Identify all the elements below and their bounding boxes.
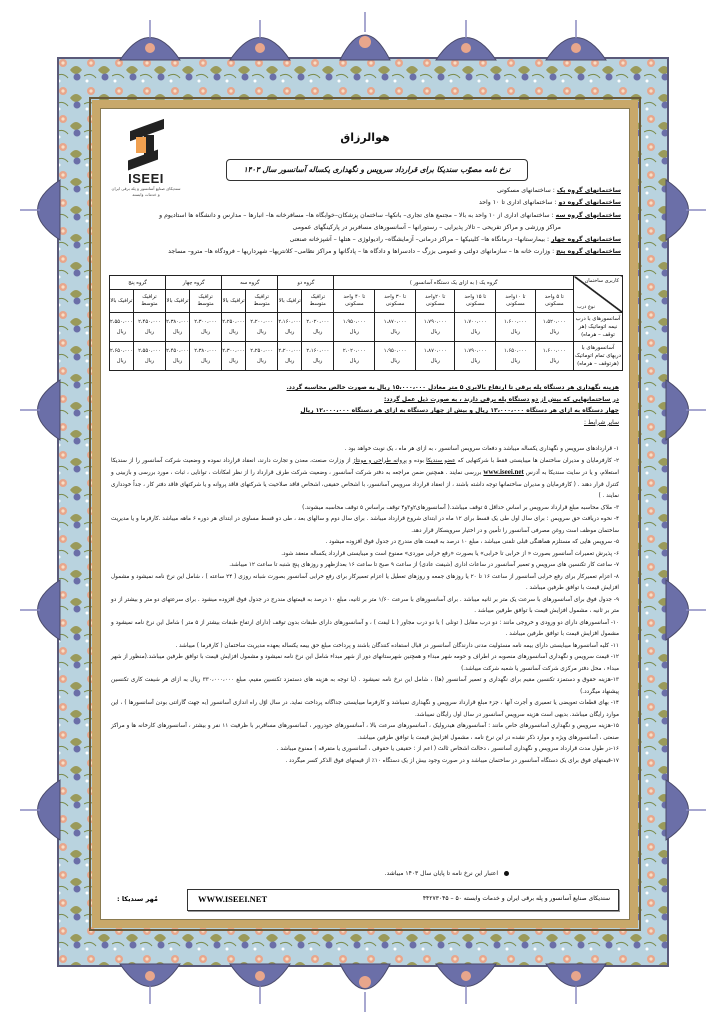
rate-value: ۲،۱۶۰،۰۰۰ (306, 348, 330, 354)
group-line: ساختمانهای گروه سه : ساختمانهای اداری از ۱۰ واحد به بالا – مجتمع های تجاری– بانکها– ساختمان پزشکان–خوابگاه ها– مسافرخانه ها– انبارها – مدارس و دانشگاه ها استادیوم و (159, 211, 621, 219)
rate-value: ۲،۳۰۰،۰۰۰ (222, 348, 246, 354)
validity-note: اعتبار این نرخ نامه تا پایان سال ۱۴۰۳ میباشد. (385, 870, 509, 877)
website-link[interactable]: WWW.ISEEI.NET (198, 894, 268, 904)
rate-value: ۲،۲۰۰،۰۰۰ (250, 319, 274, 325)
column-header: تا ۱۰واحد مسکونی (496, 290, 535, 313)
rate-cell (455, 342, 496, 371)
other-conditions-heading: سایر شرایط : (583, 418, 619, 426)
rate-cell (278, 342, 302, 371)
condition-item: ۹- جدول فوق برای آسانسورهای با سرعت یک متر بر ثانیه میباشد . برای آسانسورهای با سرعت ۱/۶۰ متر بر ثانیه، مبلغ ۱۰ درصد به قیمتهای مندرج در جدول فوق افزوده میشود . برای سرعتهای دو متر و بیشتر از دو متر بر ثانیه ، مشمول افزایش قیمت با توافق طرفین میباشد . (111, 596, 620, 614)
group-header: گروه چهار (166, 276, 222, 290)
currency-label: ریال (470, 329, 480, 335)
currency-label: ریال (470, 358, 480, 364)
column-header: ترافیک بالا (278, 290, 302, 313)
rate-cell (416, 342, 455, 371)
condition-item: ۵- سرویس هایی که مستلزم هماهنگی قبلی تلفنی میباشد ، مبلغ ۱۰ درصد به قیمت های مندرج در جدول فوق افزوده میشود . (325, 539, 619, 545)
rate-cell (110, 313, 134, 342)
rate-cell (110, 342, 134, 371)
group-line-continuation: مراکز ورزشی و مراکز تفریحی – تالار پذیرایی – رستورانها – آسانسورهای مسافربر در پارکینگهای عمومی (292, 223, 561, 231)
rate-value: ۲،۲۵۰،۰۰۰ (250, 348, 274, 354)
bullet-icon (504, 871, 509, 876)
rate-cell (334, 313, 375, 342)
rate-cell (222, 342, 246, 371)
rate-value: ۲،۵۵۰،۰۰۰ (138, 348, 161, 354)
currency-label: ریال (549, 358, 559, 364)
currency-label: ریال (257, 329, 267, 335)
rate-value: ۱،۵۲۰،۰۰۰ (542, 319, 566, 325)
rate-value: ۲،۳۸۰،۰۰۰ (166, 319, 189, 325)
column-header: ترافیک بالا (222, 290, 246, 313)
row-header: آسانسورهای با درب نیمه اتوماتیک (هر توقف – هرماه) (574, 313, 623, 342)
currency-label: ریال (200, 358, 211, 364)
currency-label: ریال (200, 329, 211, 335)
column-header: ترافیک متوسط (302, 290, 334, 313)
rate-value: ۲،۲۵۰،۰۰۰ (222, 319, 246, 325)
rate-cell (190, 342, 222, 371)
currency-label: ریال (390, 358, 400, 364)
rate-value: ۲،۰۲۰،۰۰۰ (342, 348, 366, 354)
rate-cell (496, 342, 535, 371)
condition-item: ۶- پذیرش تعمیرات آسانسور بصورت « از خرابی تا خرابی» یا بصورت «رفع خرابی موردی» ممنوع است و میبایستی قرارداد یکساله منعقد شود. (281, 550, 619, 557)
currency-label: ریال (390, 329, 400, 335)
condition-item: ۷- ساعت کار تکنسین های سرویس و تعمیر آسانسور در ساعات اداری (شیفت عادی) از ساعت ۹ صبح تا ساعت ۱۶ بعدازظهر و روزهای پنج شنبه تا ساعت ۱۲ میباشد. (229, 562, 619, 568)
logo-mark-icon (124, 119, 168, 169)
condition-item: ۲- کارفرمایان و مدیران ساختمان ها میبایستی فقط با شرکتهایی که عضو سندیکا بوده و پروانه طراحی و مونتاژ از وزارت صنعت، معدن و تجارت دارند، انعقاد قرارداد نموده و وضعیت شرکت آسانسور را از سندیکا استعلام، و یا در سایت سندیکا به آدرس www.iseei.net بررسی نمایند . همچنین ضمن مراجعه به دفتر شرکت آسانسور ، وضعیت شرکت طرف قرارداد را از نظر امکانات ، توانایی ، ثبات ، مورد بررسی و بازبینی و کنترل قرار دهند . ( کارفرمایان و مدیران ساختمانها توجه داشته باشند ، از انعقاد قرارداد سرویس آسانسور، با اشخاص حقیقی، اشخاص فاقد صلاحیت یا شرکتهای فاقد پروانه و یا شرکتهای فاقد دفتر کار ، جداً خودداری نمایند . ) (111, 457, 619, 499)
iseei-website-link[interactable]: www.iseei.net (483, 468, 524, 476)
rate-cell (416, 313, 455, 342)
rate-value: ۱،۶۵۰،۰۰۰ (504, 348, 527, 354)
condition-item: ۱۶-در طول مدت قرارداد سرویس و نگهداری آسانسور ، دخالت اشخاص ثالث ( اعم از : حقیقی یا حقوقی ، آسانسوری یا متفرقه ) ممنوع میباشد . (276, 746, 619, 752)
currency-label: ریال (285, 329, 295, 335)
condition-item: ۱۵-هزینه سرویس و نگهداری آسانسورهای خاص مانند : آسانسورهای هیدرولیک ، آسانسورهای سرعت بالا ، آسانسورهای خودروبر ، آسانسورهای مسافربر با ظرفیت ۱۱ نفر و بیشتر ، آسانسورهای کارخانه ها و مراکز صنعتی ، آسانسورهای ویژه و موارد ذکر نشده در این نرخ نامه ، مشمول افزایش قیمت با توافق طرفین میباشد. (111, 723, 619, 741)
table-row (110, 313, 623, 342)
logo-name: ISEEI (128, 171, 164, 186)
rate-cell (133, 313, 165, 342)
rate-cell (302, 342, 334, 371)
rate-value: ۲،۱۶۰،۰۰۰ (278, 319, 302, 325)
currency-label: ریال (313, 358, 323, 364)
table-row (110, 342, 623, 371)
conditions-list (111, 444, 619, 767)
rates-table (109, 275, 623, 371)
currency-label: ریال (349, 329, 359, 335)
column-header: تا ۱۵ واحد مسکونی (455, 290, 496, 313)
currency-label: ریال (430, 358, 440, 364)
group-line: ساختمانهای گروه چهار : بیمارستانها– درمانگاه ها– کلینیکها – مراکز درمانی– آزمایشگاه– رادیولوژی – هتلها – آشپزخانه صنعتی (289, 236, 621, 244)
rate-value: ۱،۹۵۰،۰۰۰ (383, 348, 407, 354)
rate-value: ۲،۴۵۰،۰۰۰ (138, 319, 161, 325)
rate-cell (535, 313, 573, 342)
column-header: ترافیک بالا (110, 290, 134, 313)
column-header: تا ۵ واحد مسکونی (535, 290, 573, 313)
rate-value: ۱،۸۷۰،۰۰۰ (383, 319, 407, 325)
currency-label: ریال (285, 358, 295, 364)
seal-label: مُهر سندیکا : (117, 895, 158, 903)
currency-label: ریال (510, 329, 521, 335)
currency-label: ریال (257, 358, 267, 364)
rate-value: ۱،۷۹۰،۰۰۰ (423, 319, 447, 325)
condition-item: ۴- نحوه دریافت حق سرویس : برای سال اول طی یک قسط برای ۱۲ ماه در ابتدای شروع قرارداد میباشد . برای سال دوم و سالهای بعد ، طی دو قسط مساوی در ابتدای هر دوره ۶ ماهه میباشد .کارفرما و یا مدیریت ساختمان موظف است روغن مصرفی آسانسور را تأمین و در اختیار سرویسکار قرار دهد. (111, 516, 619, 534)
rate-value: ۱،۷۰۰،۰۰۰ (463, 319, 487, 325)
invocation-heading: هوالرزاق (340, 131, 390, 144)
rate-value: ۲،۰۲۰،۰۰۰ (306, 319, 330, 325)
currency-label: ریال (116, 358, 127, 364)
currency-label: ریال (510, 358, 521, 364)
group-line: ساختمانهای گروه پنج : وزارت خانه ها – سازمانهای دولتی و عمومی بزرگ – دادسراها و دادگاه ها – پادگانها و مراکز نظامی– کلانتریها– شهرداریها – فرودگاه ها– مترو– مساجد (168, 248, 621, 256)
organization-contact: سندیکای صنایع آسانسور و پله برقی ایران و خدمات وابسته ۵۰ – ۴۴۲۷۳۰۴۵ (422, 895, 610, 902)
currency-label: ریال (172, 358, 183, 364)
rate-cell (375, 313, 416, 342)
group-header: گروه دو (278, 276, 334, 290)
column-header: ترافیک بالا (166, 290, 190, 313)
currency-label: ریال (229, 329, 239, 335)
condition-item: ۱۰- آسانسورهای دارای دو ورودی و خروجی مانند : دو درب مقابل ( تونلی ) یا دو درب مجاور ( L لیفت ) ، و آسانسورهای دارای طبقات بدون توقف (دارای ارتفاع طبقات بیشتر از ۵ متر ) شامل این نرخ نامه نمیشود و مشمول افزایش قیمت با توافق طرفین میباشد . (111, 619, 620, 637)
condition-item: ۱۱- کلیه آسانسورها میبایستی دارای بیمه نامه مسئولیت مدنی دارندگان آسانسور در قبال استفاده کنندگان باشند و پرداخت مبلغ حق بیمه یکساله بعهده مدیریت ساختمان ( کارفرما ) میباشد . (175, 642, 619, 649)
currency-label: ریال (144, 358, 155, 364)
currency-label: ریال (313, 329, 323, 335)
rate-cell (535, 342, 573, 371)
rate-value: ۲،۴۵۰،۰۰۰ (166, 348, 189, 354)
group-line: ساختمانهای گروه یک : ساختمانهای مسکونی (496, 187, 621, 194)
group-header: گروه پنج (110, 276, 166, 290)
table-corner-header: کاربری ساختمان نوع درب (574, 276, 623, 313)
currency-label: ریال (229, 358, 239, 364)
column-header: ترافیک متوسط (246, 290, 278, 313)
rate-cell (334, 342, 375, 371)
column-header: تا ۲۰واحد مسکونی (416, 290, 455, 313)
rate-value: ۱،۹۵۰،۰۰۰ (342, 319, 366, 325)
rate-cell (496, 313, 535, 342)
building-groups (109, 185, 621, 259)
rate-value: ۲،۳۰۰،۰۰۰ (194, 319, 218, 325)
rate-cell (190, 313, 222, 342)
rate-cell (222, 313, 246, 342)
footer-contact-box (187, 889, 619, 911)
rate-value: ۱،۷۹۰،۰۰۰ (463, 348, 487, 354)
currency-label: ریال (116, 329, 127, 335)
rate-cell (166, 313, 190, 342)
escalator-notes (111, 382, 619, 428)
rate-value: ۲،۲۰۰،۰۰۰ (278, 348, 302, 354)
column-header: تا ۳۰ واحد مسکونی (375, 290, 416, 313)
column-header: ترافیک متوسط (190, 290, 222, 313)
logo-subtitle: سندیکای صنایع آسانسور و پله برقی ایران و خدمات وابسته (111, 186, 181, 197)
note-line: چهار دستگاه به ازای هر دستگاه ۱۳،۰۰۰،۰۰۰ ریال و بیش از چهار دستگاه به ازای هر دستگاه ۱۲،۰۰۰،۰۰۰ ریال (300, 407, 619, 415)
condition-item: ۱۲- قیمت سرویس و نگهداری آسانسورهای منصوبه در اطراف و حومه شهر مبداء و همچنین شهرستانهای دور از شهر مبداء شامل این نرخ نامه نمیشود و مشمول افزایش قیمت با توافق طرفین میباشد.(منظور از شهر مبداء ، محل دفتر مرکزی شرکت آسانسور یا شعبه شرکت میباشد.) (111, 654, 619, 672)
currency-label: ریال (349, 358, 359, 364)
rate-cell (166, 342, 190, 371)
group-header: گروه سه (222, 276, 278, 290)
condition-item: ۱۳-هزینه حقوق و دستمزد تکنسین مقیم برای نگهداری و تعمیر آسانسور (ها) ، شامل این نرخ نامه نمیشود . (با توجه به هزینه های دستمزد تکنسین مقیم، مبلغ ۳۳۰،۰۰۰،۰۰۰ ریال به ازای هر شیفت کاری تکنسین پیشنهاد میگردد.) (111, 677, 619, 695)
rate-value: ۱،۸۷۰،۰۰۰ (423, 348, 447, 354)
rate-value: ۲،۶۵۰،۰۰۰ (110, 348, 133, 354)
currency-label: ریال (430, 329, 440, 335)
condition-item: ۱- قراردادهای سرویس و نگهداری یکساله میباشد و دفعات سرویس آسانسور ، به ازای هر ماه ، یک نوبت خواهد بود . (344, 446, 619, 452)
document-title: نرخ نامه مصوّب سندیکا برای قرارداد سرویس و نگهداری یکساله آسانسور سال ۱۴۰۳ (226, 159, 528, 181)
rate-value: ۲،۵۵۰،۰۰۰ (110, 319, 133, 325)
condition-item: ۱۷-قیمتهای فوق برای یک دستگاه آسانسور در ساختمان میباشد و در صورت وجود بیش از یک دستگاه ۱۰٪ از قیمتهای فوق الذکر کسر میگردد . (285, 757, 619, 764)
document-sheet (100, 108, 630, 920)
column-header: ترافیک متوسط (133, 290, 165, 313)
note-line: هزینه نگهداری هر دستگاه پله برقی تا ارتفاع بالابری ۵ متر معادل ۱۵،۰۰۰،۰۰۰ ریال به صورت خالص محاسبه گردد. (286, 384, 619, 391)
rate-value: ۱،۶۰۰،۰۰۰ (504, 319, 527, 325)
rate-cell (246, 342, 278, 371)
group-line: ساختمانهای گروه دو : ساختمانهای اداری تا ۱۰ واحد (478, 199, 621, 207)
rate-cell (133, 342, 165, 371)
rate-value: ۱،۶۰۰،۰۰۰ (542, 348, 566, 354)
currency-label: ریال (549, 329, 559, 335)
rate-cell (302, 313, 334, 342)
condition-item: ۳- ملاک محاسبه مبلغ قرارداد سرویس بر اساس حداقل ۵ توقف میباشد.( آسانسورهای۲و۳و۴ توقف براساس ۵ توقف محاسبه میشوند.) (302, 504, 619, 511)
currency-label: ریال (172, 329, 183, 335)
note-line: در ساختمانهایی که بیش از دو دستگاه پله برقی دارند ، به صورت ذیل عمل گردد: (384, 395, 619, 403)
rate-cell (278, 313, 302, 342)
rate-cell (455, 313, 496, 342)
currency-label: ریال (144, 329, 155, 335)
group-header: گروه یک ( به ازای یک دستگاه آسانسور ) (334, 276, 574, 290)
rate-cell (246, 313, 278, 342)
rate-value: ۲،۳۸۰،۰۰۰ (194, 348, 218, 354)
condition-item: ۸- اعزام تعمیرکار برای رفع خرابی آسانسور از ساعت ۱۶ تا ۲۰ یا روزهای جمعه و روزهای تعطیل یا اعزام تعمیرکار برای رفع خرابی آسانسور بصورت شبانه روزی ( ۲۴ ساعته ) ، شامل این نرخ نامه نمیشود و مشمول افزایش قیمت با توافق طرفین میباشد . (111, 573, 619, 591)
row-header: آسانسورهای با دربهای تمام اتوماتیک (هرتوقف – هرماه) (574, 342, 623, 371)
rate-cell (375, 342, 416, 371)
column-header: تا ۴۰ واحد مسکونی (334, 290, 375, 313)
condition-item: ۱۴- بهای قطعات تعویضی یا تعمیری و أجرت آنها ، جزء مبلغ قرارداد سرویس و نگهداری نمیباشد و کارفرما میبایستی جداگانه پرداخت نماید. در سال اوّل راه اندازی آسانسور (به جهت گارانتی بودن آسانسورها ) ، این موارد رایگان میباشد. بدیهی است هزینه سرویس آسانسور در سال اول رایگان نمیباشد. (111, 700, 619, 718)
